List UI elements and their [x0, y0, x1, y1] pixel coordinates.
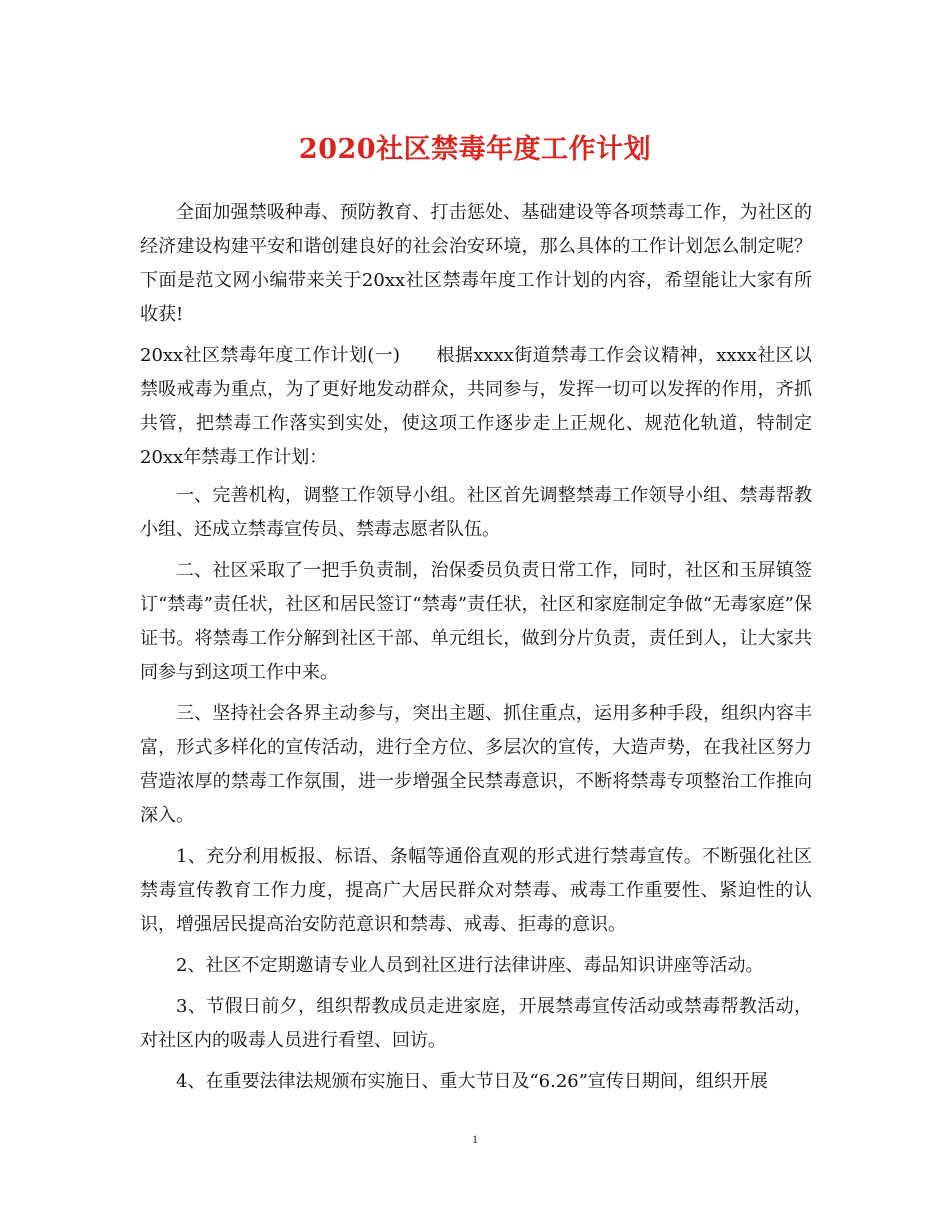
document-body — [140, 196, 812, 1106]
item-paragraph-1: 1、充分利用板报、标语、条幅等通俗直观的形式进行禁毒宣传。不断强化社区禁毒宣传教育工作力度，提高广大居民群众对禁毒、戒毒工作重要性、紧迫性的认识，增强居民提高治安防范意识和禁毒、戒毒、拒毒的意识。 — [140, 846, 812, 935]
section-paragraph-1: 一、完善机构，调整工作领导小组。社区首先调整禁毒工作领导小组、禁毒帮教小组、还成立禁毒宣传员、禁毒志愿者队伍。 — [140, 485, 812, 540]
section-paragraph-3: 三、坚持社会各界主动参与，突出主题、抓住重点，运用多种手段，组织内容丰富，形式多样化的宣传活动，进行全方位、多层次的宣传，大造声势，在我社区努力营造浓厚的禁毒工作氛围，进一步增强全民禁毒意识，不断将禁毒专项整治工作推向深入。 — [140, 703, 812, 826]
intro-paragraph: 全面加强禁吸种毒、预防教育、打击惩处、基础建设等各项禁毒工作，为社区的经济建设构建平安和谐创建良好的社会治安环境，那么具体的工作计划怎么制定呢？下面是范文网小编带来关于20xx社区禁毒年度工作计划的内容，希望能让大家有所收获! — [140, 202, 812, 325]
plan-lead: 根据xxxx街道禁毒工作会议精神，xxxx社区以禁吸戒毒为重点，为了更好地发动群众，共同参与，发挥一切可以发挥的作用，齐抓共管，把禁毒工作落实到实处，使这项工作逐步走上正规化、规范化轨道，特制定20xx年禁毒工作计划： — [140, 345, 812, 468]
document-title: 2020社区禁毒年度工作计划 — [298, 134, 652, 165]
plan-paragraph — [140, 339, 812, 475]
item-paragraph-2: 2、社区不定期邀请专业人员到社区进行法律讲座、毒品知识讲座等活动。 — [176, 955, 764, 976]
section-paragraph-2: 二、社区采取了一把手负责制，治保委员负责日常工作，同时，社区和玉屏镇签订“禁毒”责任状，社区和居民签订“禁毒”责任状，社区和家庭制定争做“无毒家庭”保证书。将禁毒工作分解到社区干部、单元组长，做到分片负责，责任到人，让大家共同参与到这项工作中来。 — [140, 560, 812, 683]
page-number: 1 — [472, 1132, 478, 1146]
plan-heading: 20xx社区禁毒年度工作计划(一) — [140, 345, 401, 366]
item-paragraph-4: 4、在重要法律法规颁布实施日、重大节日及“6.26”宣传日期间，组织开展 — [176, 1071, 768, 1092]
item-paragraph-3: 3、节假日前夕，组织帮教成员走进家庭，开展禁毒宣传活动或禁毒帮教活动，对社区内的吸毒人员进行看望、回访。 — [140, 996, 812, 1051]
